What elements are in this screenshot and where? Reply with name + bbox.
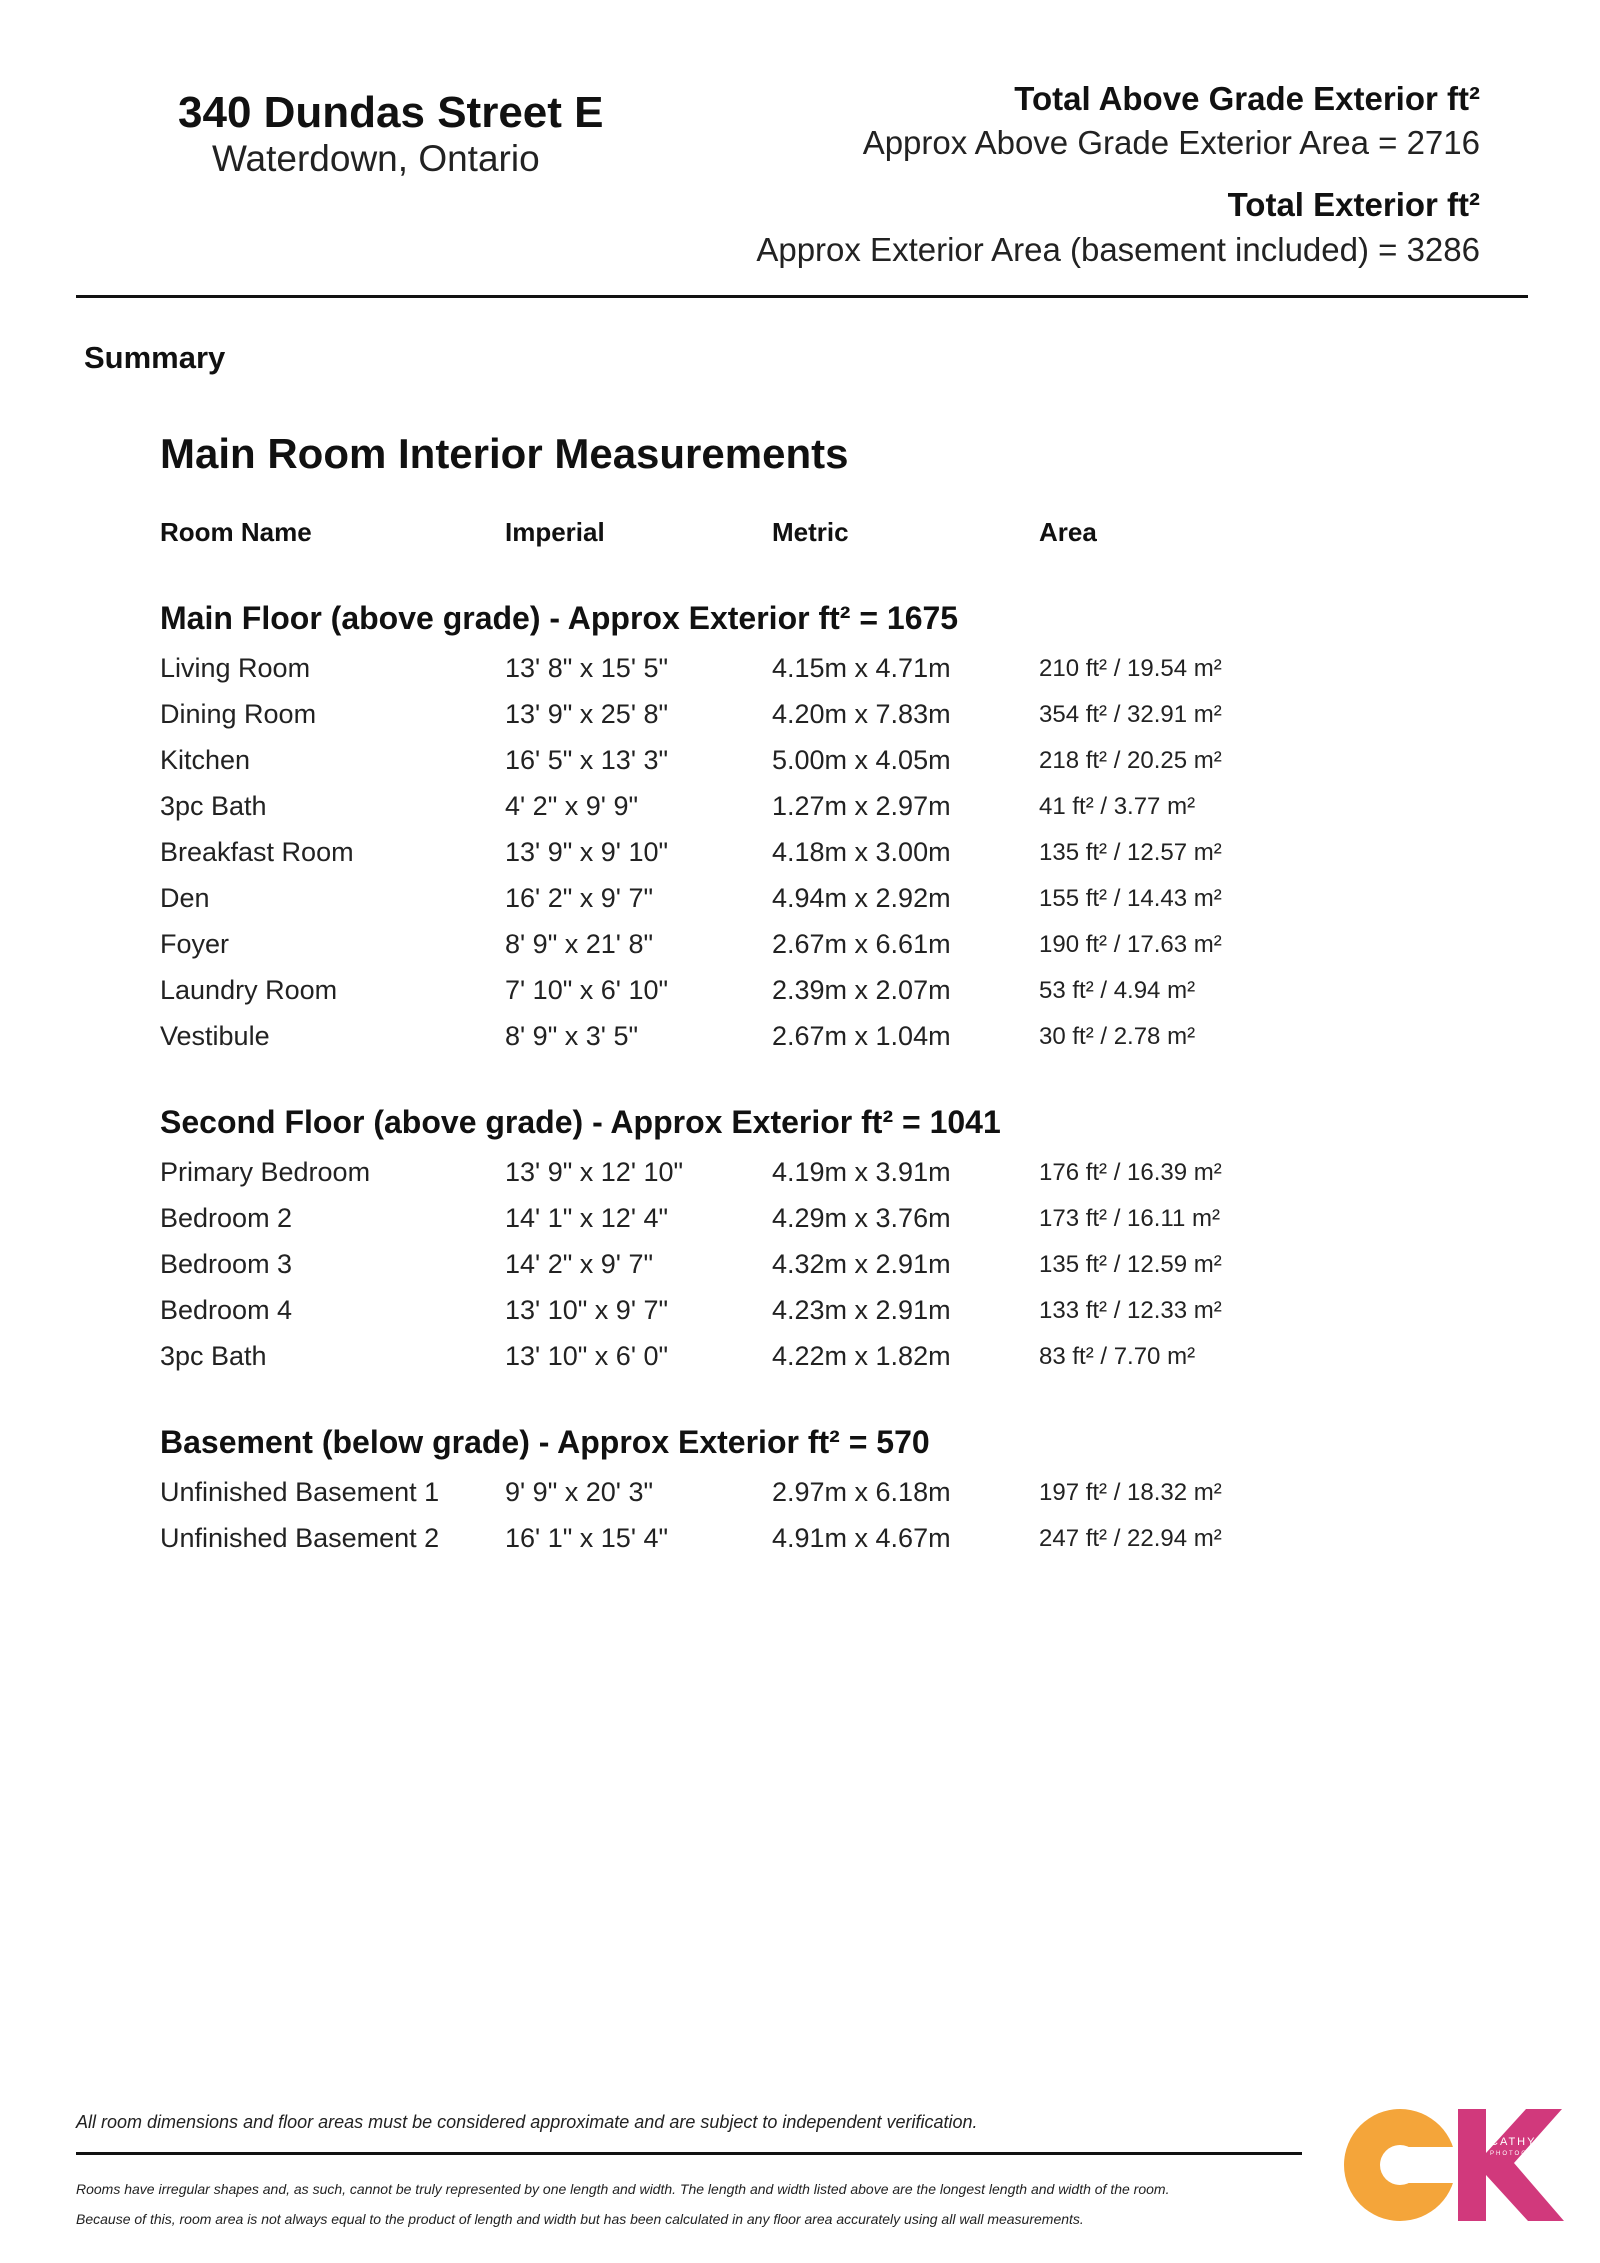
- metric-cell: 4.94m x 2.92m: [772, 883, 951, 913]
- imperial-cell: 8' 9" x 3' 5": [505, 1021, 639, 1051]
- metric-cell: 1.27m x 2.97m: [772, 791, 951, 821]
- area-cell: 53 ft² / 4.94 m²: [1039, 977, 1196, 1004]
- room-name-cell: 3pc Bath: [160, 791, 267, 821]
- footer-note-line-2: Because of this, room area is not always equal to the product of length and width but has been calculated in any floor area accurately using all wall measurements.: [76, 2211, 1084, 2227]
- section-heading: Main Floor (above grade) - Approx Exterior ft² = 1675: [160, 600, 959, 636]
- table-row: [0, 883, 1600, 927]
- table-row: [0, 1477, 1600, 1521]
- area-cell: 176 ft² / 16.39 m²: [1039, 1159, 1222, 1186]
- area-cell: 133 ft² / 12.33 m²: [1039, 1297, 1222, 1324]
- address-city: Waterdown, Ontario: [212, 138, 540, 179]
- area-cell: 173 ft² / 16.11 m²: [1039, 1205, 1220, 1232]
- metric-cell: 4.91m x 4.67m: [772, 1523, 951, 1553]
- table-row: [0, 1341, 1600, 1385]
- summary-label: Summary: [84, 340, 226, 375]
- table-row: [0, 1295, 1600, 1339]
- table-row: [0, 1523, 1600, 1567]
- total-above-grade-label: Total Above Grade Exterior ft²: [1014, 80, 1480, 117]
- table-row: [0, 929, 1600, 973]
- imperial-cell: 13' 10" x 9' 7": [505, 1295, 669, 1325]
- room-name-cell: Unfinished Basement 2: [160, 1523, 440, 1553]
- header-divider: [76, 295, 1528, 298]
- metric-cell: 4.20m x 7.83m: [772, 699, 951, 729]
- table-row: [0, 653, 1600, 697]
- table-row: [0, 975, 1600, 1019]
- area-cell: 197 ft² / 18.32 m²: [1039, 1479, 1222, 1506]
- room-name-cell: Breakfast Room: [160, 837, 354, 867]
- imperial-cell: 13' 9" x 9' 10": [505, 837, 669, 867]
- imperial-cell: 8' 9" x 21' 8": [505, 929, 654, 959]
- room-name-cell: Laundry Room: [160, 975, 338, 1005]
- area-cell: 155 ft² / 14.43 m²: [1039, 885, 1222, 912]
- table-row: [0, 699, 1600, 743]
- metric-cell: 4.22m x 1.82m: [772, 1341, 951, 1371]
- metric-cell: 2.67m x 6.61m: [772, 929, 951, 959]
- section-heading: Second Floor (above grade) - Approx Exterior ft² = 1041: [160, 1104, 1001, 1140]
- section-heading: Basement (below grade) - Approx Exterior ft² = 570: [160, 1424, 930, 1460]
- metric-cell: 2.97m x 6.18m: [772, 1477, 951, 1507]
- area-cell: 247 ft² / 22.94 m²: [1039, 1525, 1222, 1552]
- table-row: [0, 791, 1600, 835]
- total-exterior-value: Approx Exterior Area (basement included) = 3286: [756, 231, 1480, 268]
- room-name-cell: Bedroom 3: [160, 1249, 293, 1279]
- imperial-cell: 16' 1" x 15' 4": [505, 1523, 669, 1553]
- table-row: [0, 1203, 1600, 1247]
- imperial-cell: 16' 2" x 9' 7": [505, 883, 654, 913]
- table-row: [0, 1021, 1600, 1065]
- room-name-cell: 3pc Bath: [160, 1341, 267, 1371]
- imperial-cell: 13' 9" x 12' 10": [505, 1157, 684, 1187]
- area-cell: 135 ft² / 12.57 m²: [1039, 839, 1222, 866]
- footer-note-line-1: Rooms have irregular shapes and, as such, cannot be truly represented by one length and width. The length and width listed above are the longest length and width of the room.: [76, 2181, 1170, 2197]
- area-cell: 218 ft² / 20.25 m²: [1039, 747, 1222, 774]
- area-cell: 135 ft² / 12.59 m²: [1039, 1251, 1222, 1278]
- room-name-cell: Vestibule: [160, 1021, 270, 1051]
- area-cell: 83 ft² / 7.70 m²: [1039, 1343, 1196, 1370]
- imperial-cell: 9' 9" x 20' 3": [505, 1477, 654, 1507]
- logo-k-shape: [1458, 2109, 1564, 2221]
- table-row: [0, 1157, 1600, 1201]
- metric-cell: 4.29m x 3.76m: [772, 1203, 951, 1233]
- metric-cell: 2.67m x 1.04m: [772, 1021, 951, 1051]
- area-cell: 354 ft² / 32.91 m²: [1039, 701, 1222, 728]
- room-name-cell: Unfinished Basement 1: [160, 1477, 440, 1507]
- imperial-cell: 13' 9" x 25' 8": [505, 699, 669, 729]
- metric-cell: 4.15m x 4.71m: [772, 653, 951, 683]
- room-name-cell: Bedroom 2: [160, 1203, 293, 1233]
- imperial-cell: 14' 1" x 12' 4": [505, 1203, 669, 1233]
- disclaimer-text: All room dimensions and floor areas must be considered approximate and are subject to independent verification.: [76, 2112, 978, 2132]
- room-name-cell: Living Room: [160, 653, 311, 683]
- footer-divider: [76, 2152, 1302, 2155]
- metric-cell: 4.23m x 2.91m: [772, 1295, 951, 1325]
- area-cell: 210 ft² / 19.54 m²: [1039, 655, 1222, 682]
- metric-cell: 5.00m x 4.05m: [772, 745, 951, 775]
- logo-c-gap: [1400, 2147, 1460, 2183]
- cathy-koop-logo: [1330, 2095, 1582, 2235]
- area-cell: 190 ft² / 17.63 m²: [1039, 931, 1222, 958]
- address-street: 340 Dundas Street E: [178, 88, 604, 137]
- table-row: [0, 745, 1600, 789]
- metric-cell: 4.32m x 2.91m: [772, 1249, 951, 1279]
- metric-cell: 4.18m x 3.00m: [772, 837, 951, 867]
- area-cell: 30 ft² / 2.78 m²: [1039, 1023, 1196, 1050]
- room-name-cell: Bedroom 4: [160, 1295, 293, 1325]
- column-header-imperial: Imperial: [505, 517, 605, 547]
- room-name-cell: Foyer: [160, 929, 230, 959]
- table-row: [0, 837, 1600, 881]
- column-header-metric: Metric: [772, 517, 849, 547]
- total-exterior-label: Total Exterior ft²: [1227, 186, 1480, 223]
- room-name-cell: Primary Bedroom: [160, 1157, 371, 1187]
- area-cell: 41 ft² / 3.77 m²: [1039, 793, 1196, 820]
- room-name-cell: Dining Room: [160, 699, 317, 729]
- imperial-cell: 7' 10" x 6' 10": [505, 975, 669, 1005]
- imperial-cell: 13' 10" x 6' 0": [505, 1341, 669, 1371]
- table-row: [0, 1249, 1600, 1293]
- footer-note: [76, 2174, 1316, 2234]
- room-name-cell: Den: [160, 883, 210, 913]
- total-above-grade-value: Approx Above Grade Exterior Area = 2716: [862, 124, 1480, 161]
- logo-subtext: PHOTOGRAPHY: [1490, 2151, 1559, 2157]
- metric-cell: 4.19m x 3.91m: [772, 1157, 951, 1187]
- imperial-cell: 16' 5" x 13' 3": [505, 745, 669, 775]
- imperial-cell: 13' 8" x 15' 5": [505, 653, 669, 683]
- column-header-room-name: Room Name: [160, 517, 312, 547]
- page-title: Main Room Interior Measurements: [160, 430, 849, 477]
- column-header-area: Area: [1039, 517, 1097, 547]
- logo-text: CATHY KOOP: [1490, 2136, 1582, 2148]
- metric-cell: 2.39m x 2.07m: [772, 975, 951, 1005]
- imperial-cell: 4' 2" x 9' 9": [505, 791, 639, 821]
- imperial-cell: 14' 2" x 9' 7": [505, 1249, 654, 1279]
- room-name-cell: Kitchen: [160, 745, 251, 775]
